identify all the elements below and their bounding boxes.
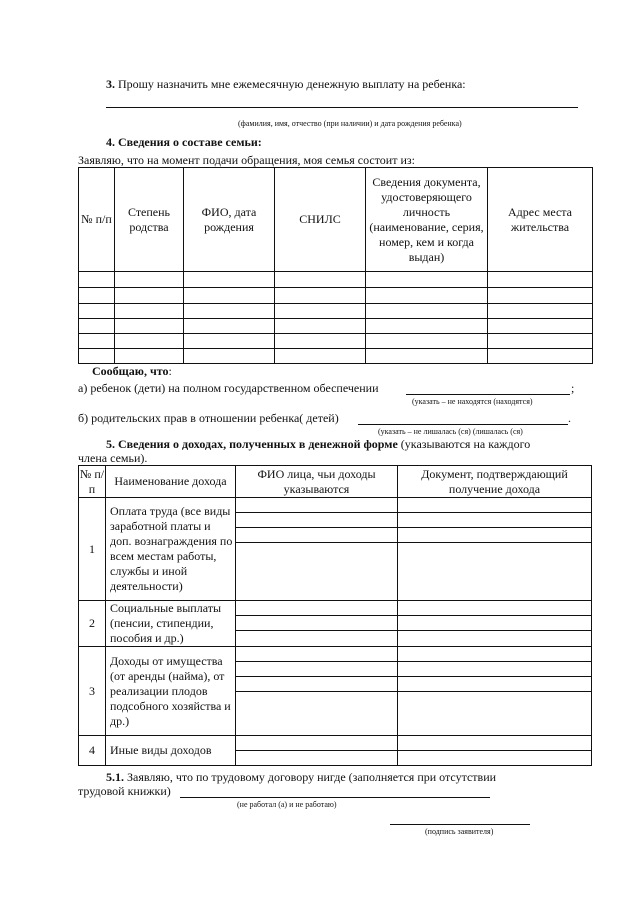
family-table-header [79, 168, 593, 272]
report-a-caption: (указать – не находятся (находятся) [412, 397, 533, 406]
income-cell[interactable] [236, 751, 398, 766]
income-cell[interactable] [398, 543, 592, 601]
section-5-note-2: члена семьи). [78, 451, 148, 465]
income-cell[interactable] [398, 751, 592, 766]
section-3-request [106, 77, 466, 92]
section-3-text: Прошу назначить мне ежемесячную денежную выплату на ребенка: [118, 77, 466, 91]
report-b-line[interactable] [358, 424, 568, 425]
income-cell[interactable] [236, 647, 398, 662]
income-row-1 [79, 498, 592, 513]
income-col-name: Наименование дохода [106, 466, 236, 498]
income-cell[interactable] [236, 692, 398, 736]
income-row-1-num: 1 [79, 498, 106, 601]
section-5-title: 5. Сведения о доходах, полученных в денежной форме [106, 437, 398, 451]
report-title-colon: : [168, 364, 172, 378]
signature-line[interactable] [390, 824, 530, 825]
report-b-end: . [568, 411, 571, 425]
report-line-a: а) ребенок (дети) на полном государственном обеспечении [78, 381, 379, 395]
family-col-relation: Степень родства [115, 168, 184, 272]
section-3-number: 3. [106, 77, 115, 91]
family-table-row[interactable] [79, 272, 593, 288]
income-cell[interactable] [236, 616, 398, 631]
family-table-row[interactable] [79, 288, 593, 304]
child-name-caption: (фамилия, имя, отчество (при наличии) и дата рождения ребенка) [238, 119, 462, 128]
report-title-text: Сообщаю, что [92, 364, 169, 378]
income-row-4-num: 4 [79, 736, 106, 766]
income-cell[interactable] [398, 601, 592, 616]
income-cell[interactable] [398, 616, 592, 631]
family-col-id-doc: Сведения документа, удостоверяющего личность (наименование, серия, номер, кем и когда выдан) [366, 168, 488, 272]
family-table-row[interactable] [79, 304, 593, 319]
employment-caption: (не работал (а) и не работаю) [237, 800, 337, 809]
family-col-snils: СНИЛС [275, 168, 366, 272]
income-row-2-num: 2 [79, 601, 106, 647]
report-title [92, 364, 172, 379]
section-5-1-number: 5.1. [106, 770, 124, 784]
income-cell[interactable] [398, 677, 592, 692]
income-cell[interactable] [236, 543, 398, 601]
income-cell[interactable] [398, 513, 592, 528]
section-5-heading [106, 437, 530, 452]
section-5-1-text: Заявляю, что по трудовому договору нигде (заполняется при отсутствии [127, 770, 497, 784]
income-cell[interactable] [398, 692, 592, 736]
income-cell[interactable] [398, 631, 592, 647]
income-row-2 [79, 601, 592, 616]
income-row-3-num: 3 [79, 647, 106, 736]
report-a-end: ; [571, 381, 575, 395]
income-cell[interactable] [236, 662, 398, 677]
family-table-row[interactable] [79, 334, 593, 349]
section-4-title: 4. Сведения о составе семьи: [106, 135, 262, 149]
section-5-note-1: (указываются на каждого [400, 437, 531, 451]
income-row-1-name: Оплата труда (все виды заработной платы и доп. вознаграждения по всем местам работы, службы и иной деятельности) [106, 498, 236, 601]
income-col-document: Документ, подтверждающий получение дохода [398, 466, 592, 498]
income-row-3-name: Доходы от имущества (от аренды (найма), от реализации плодов подсобного хозяйства и др.) [106, 647, 236, 736]
signature-caption: (подпись заявителя) [425, 827, 494, 836]
family-col-address: Адрес места жительства [488, 168, 593, 272]
section-5-1-line-1 [106, 770, 496, 785]
report-b-caption: (указать – не лишалась (ся) (лишалась (ся) [378, 427, 523, 436]
income-row-3 [79, 647, 592, 662]
family-table [78, 167, 593, 364]
family-col-name: ФИО, дата рождения [184, 168, 275, 272]
report-line-b: б) родительских прав в отношении ребенка( детей) [78, 411, 339, 425]
child-name-line[interactable] [106, 107, 578, 108]
income-cell[interactable] [398, 498, 592, 513]
income-table-header [79, 466, 592, 498]
employment-line[interactable] [180, 797, 490, 798]
income-cell[interactable] [398, 647, 592, 662]
income-cell[interactable] [236, 498, 398, 513]
family-table-row[interactable] [79, 349, 593, 364]
income-table [78, 465, 592, 766]
income-row-4 [79, 736, 592, 751]
section-4-intro: Заявляю, что на момент подачи обращения, моя семья состоит из: [78, 153, 415, 167]
family-table-row[interactable] [79, 319, 593, 334]
section-5-1-line-2: трудовой книжки) [78, 784, 171, 798]
income-row-4-name: Иные виды доходов [106, 736, 236, 766]
income-col-num: № п/п [79, 466, 105, 496]
income-cell[interactable] [398, 528, 592, 543]
income-cell[interactable] [236, 631, 398, 647]
income-cell[interactable] [398, 662, 592, 677]
income-col-person: ФИО лица, чьи доходы указываются [236, 466, 398, 498]
income-cell[interactable] [236, 601, 398, 616]
income-cell[interactable] [236, 513, 398, 528]
income-cell[interactable] [398, 736, 592, 751]
income-cell[interactable] [236, 528, 398, 543]
family-col-num: № п/п [79, 168, 115, 272]
income-row-2-name: Социальные выплаты (пенсии, стипендии, пособия и др.) [106, 601, 236, 647]
report-a-line[interactable] [406, 394, 570, 395]
income-cell[interactable] [236, 677, 398, 692]
income-cell[interactable] [236, 736, 398, 751]
